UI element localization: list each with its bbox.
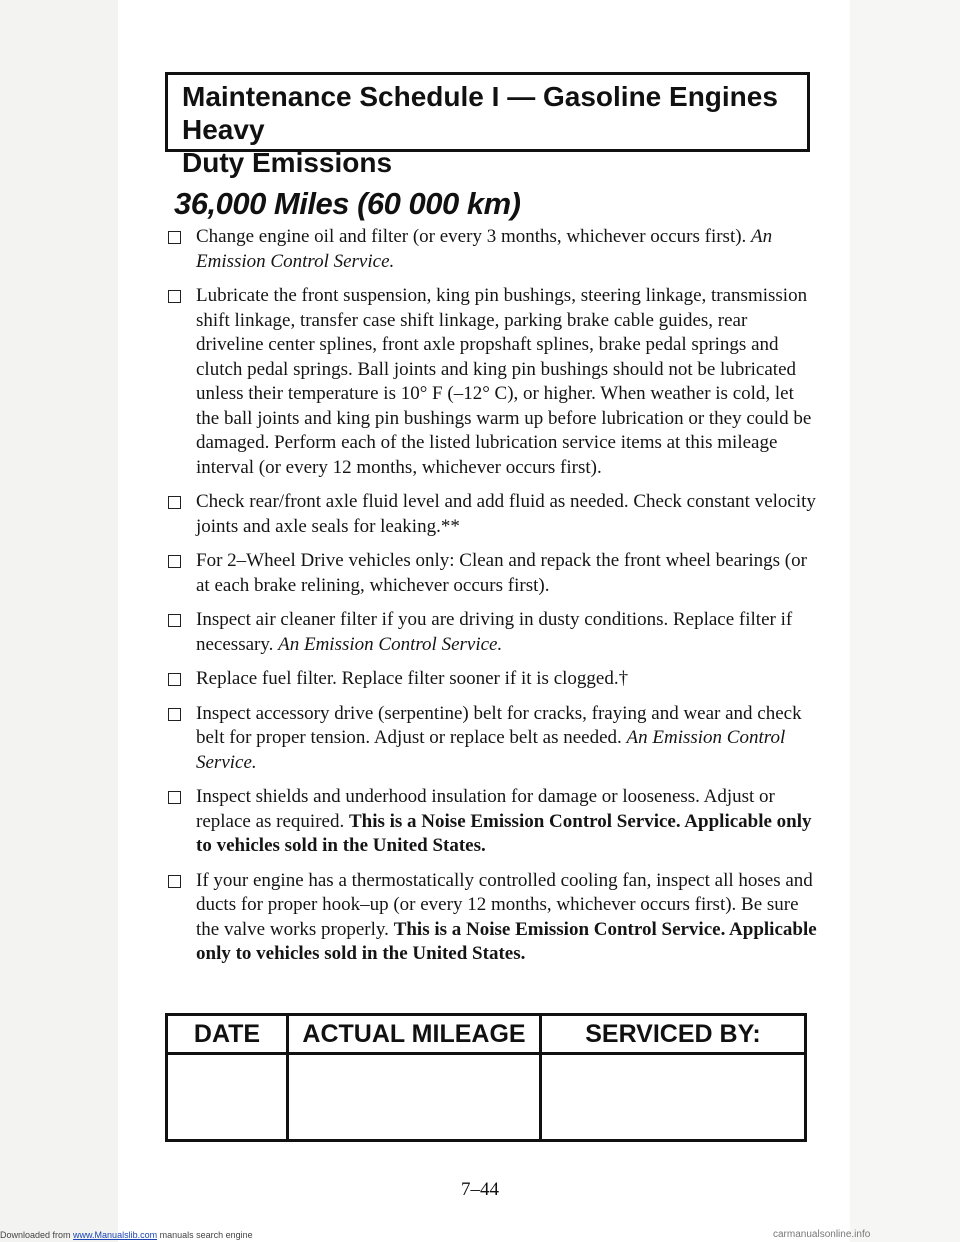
checkbox-icon[interactable] [168, 673, 181, 686]
footer-prefix: Downloaded from [0, 1230, 74, 1240]
serviced-by-entry-cell[interactable] [541, 1054, 806, 1141]
table-entry-row [167, 1054, 806, 1141]
checkbox-icon[interactable] [168, 290, 181, 303]
item-text: Inspect shields and underhood insulation for damage or looseness. Adjust or replace as required. [196, 786, 775, 832]
header-line-1: Maintenance Schedule I — Gasoline Engines Heavy [182, 81, 778, 145]
checklist-item [168, 667, 818, 692]
checklist-item-text [196, 225, 818, 274]
mileage-heading: 36,000 Miles (60 000 km) [174, 186, 521, 221]
checkbox-icon[interactable] [168, 614, 181, 627]
mileage-entry-cell[interactable] [288, 1054, 541, 1141]
page-number: 7–44 [461, 1179, 499, 1200]
noise-emission-note: This is a Noise Emission Control Service. Applicable only to vehicles sold in the United States. [196, 918, 817, 964]
manualslib-link[interactable]: www.Manualslib.com [73, 1230, 158, 1240]
checkbox-icon[interactable] [168, 555, 181, 568]
checklist-item-text [196, 702, 818, 776]
item-text: Inspect air cleaner filter if you are driving in dusty conditions. Replace filter if necessary. [196, 609, 793, 655]
maintenance-checklist [168, 225, 818, 977]
item-text: Check rear/front axle fluid level and add fluid as needed. Check constant velocity joints and axle seals for leaking.** [196, 491, 816, 537]
checklist-item-text [196, 549, 818, 598]
checkbox-icon[interactable] [168, 875, 181, 888]
checkbox-icon[interactable] [168, 791, 181, 804]
checklist-item-text [196, 869, 818, 967]
emission-service-note: An Emission Control Service. [196, 226, 773, 272]
maintenance-schedule-header [165, 72, 810, 178]
checkbox-icon[interactable] [168, 708, 181, 721]
item-text: Inspect accessory drive (serpentine) belt for cracks, fraying and wear and check belt for proper tension. Adjust or replace belt as needed. [196, 702, 802, 748]
noise-emission-note: This is a Noise Emission Control Service. Applicable only to vehicles sold in the United States. [196, 810, 812, 856]
checklist-item [168, 785, 818, 859]
checklist-item-text [196, 667, 818, 692]
download-footer [0, 1230, 253, 1240]
checklist-item [168, 490, 818, 539]
item-text: For 2–Wheel Drive vehicles only: Clean and repack the front wheel bearings (or at each brake relining, whichever occurs first). [196, 550, 807, 596]
footer-suffix: manuals search engine [157, 1230, 253, 1240]
service-record-table [165, 1013, 807, 1142]
serviced-by-column-header: SERVICED BY: [541, 1015, 806, 1054]
checklist-item-text [196, 785, 818, 859]
checklist-item-text [196, 284, 818, 480]
table-header-row [167, 1015, 806, 1054]
date-column-header: DATE [167, 1015, 288, 1054]
checklist-item [168, 549, 818, 598]
checklist-item [168, 702, 818, 776]
checklist-item [168, 608, 818, 657]
emission-service-note: An Emission Control Service. [196, 727, 786, 773]
emission-service-note: An Emission Control Service. [278, 633, 503, 655]
item-text: Lubricate the front suspension, king pin bushings, steering linkage, transmission shift linkage, transfer case shift linkage, parking brake cable guides, rear driveline center splines, front axle propshaft splines, brake pedal springs and clutch pedal springs. Ball joints and king pin bushings should not be lubricated unless their temperature is 10° F (–12° C), or higher. When weather is cold, let the ball joints and king pin bushings warm up before lubrication or they could be damaged. Perform each of the listed lubrication service items at this mileage interval (or every 12 months, whichever occurs first). [196, 285, 812, 478]
date-entry-cell[interactable] [167, 1054, 288, 1141]
checklist-item-text [196, 608, 818, 657]
watermark-text: carmanualsonline.info [773, 1229, 871, 1240]
left-margin-shade [0, 0, 118, 1242]
header-line-2: Duty Emissions [182, 147, 393, 178]
checklist-item [168, 225, 818, 274]
item-text: Change engine oil and filter (or every 3 months, whichever occurs first). [196, 226, 752, 247]
item-text: If your engine has a thermostatically controlled cooling fan, inspect all hoses and ducts for proper hook–up (or every 12 months, whichever occurs first). Be sure the valve works properly. [196, 869, 813, 940]
checklist-item [168, 869, 818, 967]
checkbox-icon[interactable] [168, 496, 181, 509]
checklist-item [168, 284, 818, 480]
checklist-item-text [196, 490, 818, 539]
right-margin-shade [850, 0, 960, 1242]
checkbox-icon[interactable] [168, 231, 181, 244]
item-text: Replace fuel filter. Replace filter sooner if it is clogged.† [196, 668, 629, 689]
actual-mileage-column-header: ACTUAL MILEAGE [288, 1015, 541, 1054]
